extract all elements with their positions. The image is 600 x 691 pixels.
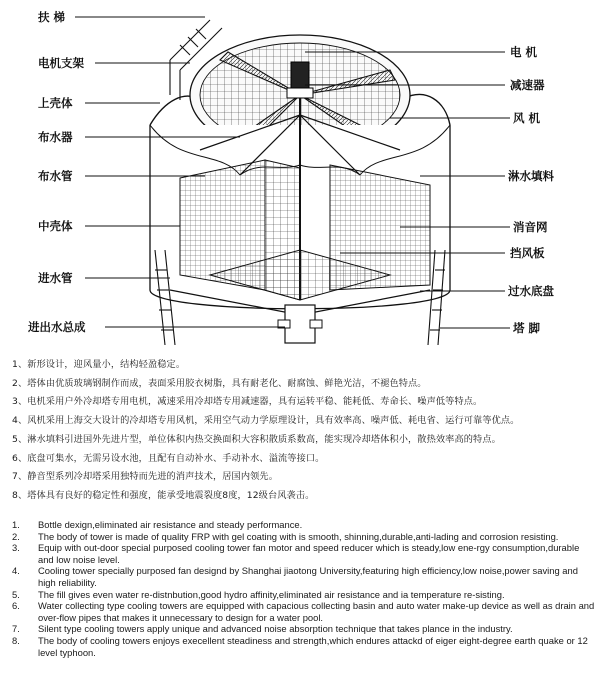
feature-en-number: 8. bbox=[12, 634, 20, 646]
feature-en-text: The body of cooling towers enjoys execellent steadiness and strength,which endures attackd of eiger eight-degree earth quake or 12 level typhoon. bbox=[38, 634, 588, 658]
feature-en-number: 7. bbox=[12, 623, 20, 635]
feature-en-number: 1. bbox=[12, 519, 20, 530]
label-silencer-net: 消音网 bbox=[513, 220, 548, 234]
label-motor-bracket: 电机支架 bbox=[38, 56, 84, 70]
label-inlet-outlet-manifold: 进出水总成 bbox=[28, 320, 86, 334]
label-upper-shell: 上壳体 bbox=[38, 96, 73, 110]
feature-cn-item: 5、淋水填料引进国外先进片型，单位体积内热交换面积大容积散质系数高，能实现冷却塔体积小，散热效率高的特点。 bbox=[12, 433, 501, 445]
label-basin: 过水底盘 bbox=[508, 284, 554, 298]
feature-cn-item: 7、静音型系列冷却塔采用独特而先进的消声技术，居国内领先。 bbox=[12, 471, 278, 483]
feature-en-number: 6. bbox=[12, 600, 20, 612]
feature-cn-item: 4、风机采用上海交大设计的冷却塔专用风机，采用空气动力学原理设计，具有效率高、噪声低、耗电省、运行可靠等优点。 bbox=[12, 415, 520, 427]
features-english-list bbox=[12, 519, 597, 658]
feature-en-item bbox=[12, 519, 597, 531]
feature-en-item bbox=[12, 531, 597, 543]
label-reducer: 减速器 bbox=[510, 78, 545, 92]
feature-cn-item: 8、塔体具有良好的稳定性和强度，能承受地震裂度8度，12级台风袭击。 bbox=[12, 489, 315, 501]
feature-en-text: The fill gives even water re-distnbution,good hydro affinity,eliminated air resistance and ia temperature re-sisting. bbox=[38, 588, 505, 600]
feature-en-text: The body of tower is made of quality FRP with gel coating with is smooth, shinning,durable,anti-lading and corrosion resisting. bbox=[38, 530, 559, 542]
label-water-distributor: 布水器 bbox=[38, 130, 73, 144]
feature-cn-item: 3、电机采用户外冷却塔专用电机，减速采用冷却塔专用减速器，具有运转平稳、能耗低、寿命长、噪声低等特点。 bbox=[12, 396, 483, 408]
feature-cn-item: 6、底盘可集水，无需另设水池，且配有自动补水、手动补水、溢流等接口。 bbox=[12, 452, 325, 464]
label-fan: 风 机 bbox=[513, 111, 541, 125]
feature-en-item bbox=[12, 635, 597, 658]
feature-en-text: Cooling tower specially purposed fan designd by Shanghai jiaotong University,featuring high efficiency,low noise,power saving and high reliability. bbox=[38, 565, 578, 588]
label-inlet-pipe: 进水管 bbox=[38, 271, 73, 285]
label-wind-shield: 挡风板 bbox=[510, 246, 545, 260]
features-chinese-list bbox=[12, 356, 597, 506]
label-middle-shell: 中壳体 bbox=[38, 219, 73, 233]
feature-cn-item: 1、新形设计，迎风量小，结构轻盈稳定。 bbox=[12, 359, 186, 370]
feature-en-text: Equip with out-door special purposed cooling tower fan motor and speed reducer which is steady,low ene-rgy consumption,durable and low noise level. bbox=[38, 542, 580, 565]
feature-en-item bbox=[12, 565, 597, 588]
feature-en-number: 3. bbox=[12, 542, 20, 554]
feature-en-text: Silent type cooling towers apply unique and advanced noise absorption technique that takes plance in the industry. bbox=[38, 623, 513, 635]
label-fill: 淋水填料 bbox=[508, 169, 554, 183]
feature-en-number: 4. bbox=[12, 565, 20, 577]
label-ladder: 扶 梯 bbox=[38, 10, 66, 24]
feature-en-number: 2. bbox=[12, 530, 20, 542]
feature-en-item bbox=[12, 542, 597, 565]
feature-en-text: Bottle dexign,eliminated air resistance and steady performance. bbox=[38, 519, 303, 530]
feature-en-number: 5. bbox=[12, 588, 20, 600]
feature-en-item bbox=[12, 600, 597, 623]
label-motor: 电 机 bbox=[510, 45, 538, 59]
feature-en-text: Water collecting type cooling towers are equipped with capacious collecting basin and auto water make-up device as well as drain and over-flow pipes that makes it unnecessary to design for a water pool. bbox=[38, 600, 595, 623]
feature-en-item bbox=[12, 589, 597, 601]
feature-cn-item: 2、塔体由优质玻璃钢制作而成，表面采用胶衣树脂，具有耐老化、耐腐蚀、鲜艳光洁，不褪色特点。 bbox=[12, 377, 427, 389]
label-legs: 塔 脚 bbox=[513, 321, 541, 335]
feature-en-item bbox=[12, 623, 597, 635]
label-distribution-pipe: 布水管 bbox=[38, 169, 73, 183]
